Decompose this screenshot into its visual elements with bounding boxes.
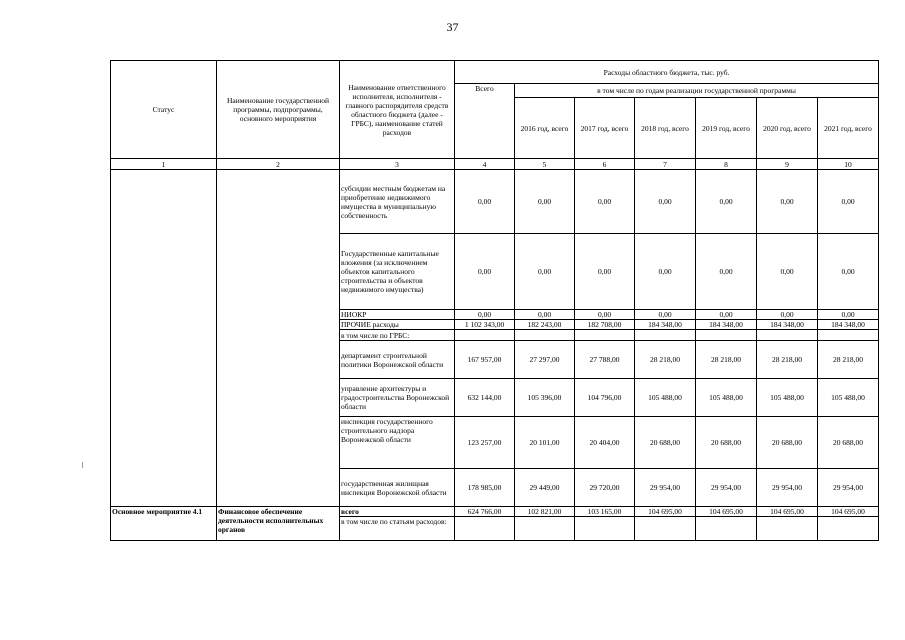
expense-item-name: ПРОЧИЕ расходы (340, 320, 455, 330)
margin-mark (82, 462, 84, 468)
expense-item-name: инспекция государственного строительного надзора Воронежской области (340, 417, 455, 469)
value-2016: 102 821,00 (515, 507, 575, 517)
table-row (111, 507, 879, 517)
header-expenses: Расходы областного бюджета, тыс. руб. (455, 61, 879, 84)
value-2016: 0,00 (515, 310, 575, 320)
value-2021: 20 688,00 (818, 417, 879, 469)
header-year: 2021 год, всего (818, 98, 879, 159)
value-2016 (515, 330, 575, 341)
value-total: 178 985,00 (455, 469, 515, 507)
value-2017: 182 708,00 (575, 320, 635, 330)
value-2017 (575, 330, 635, 341)
value-2018: 104 695,00 (635, 507, 696, 517)
header-program-name: Наименование государственной программы, подпрограммы, основного мероприятия (217, 61, 340, 159)
value-2019: 105 488,00 (696, 379, 757, 417)
value-2019: 29 954,00 (696, 469, 757, 507)
value-2017: 29 720,00 (575, 469, 635, 507)
value-2017: 0,00 (575, 234, 635, 310)
value-2021: 28 218,00 (818, 341, 879, 379)
header-status: Статус (111, 61, 217, 159)
header-executor: Наименование ответственного исполнителя, исполнителя - главного распорядителя средств областного бюджета (далее - ГРБС), наименование статей расходов (340, 61, 455, 159)
column-number: 1 (111, 159, 217, 170)
value-total: 123 257,00 (455, 417, 515, 469)
status-cell-empty (111, 170, 217, 507)
value-2020: 105 488,00 (757, 379, 818, 417)
header-year: 2020 год, всего (757, 98, 818, 159)
value-total: 0,00 (455, 234, 515, 310)
column-number: 3 (340, 159, 455, 170)
value-2021: 29 954,00 (818, 469, 879, 507)
value-2020: 0,00 (757, 170, 818, 234)
value-2020: 20 688,00 (757, 417, 818, 469)
expense-item-name: в том числе по ГРБС: (340, 330, 455, 341)
header-by-years: в том числе по годам реализации государственной программы (515, 84, 879, 98)
value-2016: 0,00 (515, 170, 575, 234)
value-2016: 20 101,00 (515, 417, 575, 469)
value-2020: 28 218,00 (757, 341, 818, 379)
value-2018: 0,00 (635, 170, 696, 234)
value-total: 0,00 (455, 170, 515, 234)
value-2016 (515, 517, 575, 541)
value-total: 624 766,00 (455, 507, 515, 517)
value-2020: 104 695,00 (757, 507, 818, 517)
value-2018: 28 218,00 (635, 341, 696, 379)
value-2019: 0,00 (696, 234, 757, 310)
value-2019: 184 348,00 (696, 320, 757, 330)
header-year: 2018 год, всего (635, 98, 696, 159)
value-2017: 20 404,00 (575, 417, 635, 469)
value-2021: 105 488,00 (818, 379, 879, 417)
value-2018 (635, 517, 696, 541)
column-number: 10 (818, 159, 879, 170)
expense-item-name: НИОКР (340, 310, 455, 320)
value-2016: 182 243,00 (515, 320, 575, 330)
value-total: 632 144,00 (455, 379, 515, 417)
value-2016: 105 396,00 (515, 379, 575, 417)
value-2020: 29 954,00 (757, 469, 818, 507)
expense-item-name: субсидии местным бюджетам на приобретение недвижимого имущества в муниципальную собственность (340, 170, 455, 234)
value-2019: 20 688,00 (696, 417, 757, 469)
value-2017: 0,00 (575, 170, 635, 234)
main-event-status: Основное мероприятие 4.1 (111, 507, 217, 541)
value-2021: 0,00 (818, 170, 879, 234)
column-number: 7 (635, 159, 696, 170)
header-year: 2019 год, всего (696, 98, 757, 159)
column-number: 9 (757, 159, 818, 170)
column-number: 4 (455, 159, 515, 170)
value-2020: 184 348,00 (757, 320, 818, 330)
value-2017 (575, 517, 635, 541)
value-2019: 28 218,00 (696, 341, 757, 379)
main-event-name: Финансовое обеспечение деятельности исполнительных органов (217, 507, 340, 541)
value-2019 (696, 330, 757, 341)
header-year: 2016 год, всего (515, 98, 575, 159)
value-2016: 29 449,00 (515, 469, 575, 507)
value-total (455, 517, 515, 541)
budget-table (110, 60, 879, 541)
value-2019 (696, 517, 757, 541)
value-2020: 0,00 (757, 310, 818, 320)
value-2018: 0,00 (635, 310, 696, 320)
value-2018: 105 488,00 (635, 379, 696, 417)
column-number: 2 (217, 159, 340, 170)
value-2017: 103 165,00 (575, 507, 635, 517)
expense-item-name: в том числе по статьям расходов: (340, 517, 455, 541)
value-2020 (757, 330, 818, 341)
value-2019: 104 695,00 (696, 507, 757, 517)
expense-item-name: всего (340, 507, 455, 517)
value-2019: 0,00 (696, 170, 757, 234)
expense-item-name: Государственные капитальные вложения (за исключением объектов капитального строительства и объектов недвижимого имущества) (340, 234, 455, 310)
value-total (455, 330, 515, 341)
value-2017: 0,00 (575, 310, 635, 320)
value-2019: 0,00 (696, 310, 757, 320)
value-2018: 0,00 (635, 234, 696, 310)
column-number-row (111, 159, 879, 170)
page-number: 37 (446, 20, 459, 34)
expense-item-name: государственная жилищная инспекция Воронежской области (340, 469, 455, 507)
value-2018 (635, 330, 696, 341)
value-2018: 184 348,00 (635, 320, 696, 330)
value-2016: 0,00 (515, 234, 575, 310)
value-2021 (818, 330, 879, 341)
expense-item-name: управление архитектуры и градостроительства Воронежской области (340, 379, 455, 417)
header-total: Всего (455, 84, 515, 159)
program-cell-empty (217, 170, 340, 507)
value-2018: 20 688,00 (635, 417, 696, 469)
value-2018: 29 954,00 (635, 469, 696, 507)
expense-item-name: департамент строительной политики Воронежской области (340, 341, 455, 379)
value-2021: 0,00 (818, 310, 879, 320)
value-2021 (818, 517, 879, 541)
column-number: 5 (515, 159, 575, 170)
value-2017: 27 788,00 (575, 341, 635, 379)
value-total: 1 102 343,00 (455, 320, 515, 330)
column-number: 6 (575, 159, 635, 170)
value-2021: 0,00 (818, 234, 879, 310)
value-2021: 104 695,00 (818, 507, 879, 517)
value-2020: 0,00 (757, 234, 818, 310)
value-total: 0,00 (455, 310, 515, 320)
value-2020 (757, 517, 818, 541)
column-number: 8 (696, 159, 757, 170)
value-2016: 27 297,00 (515, 341, 575, 379)
table-row (111, 170, 879, 234)
value-2017: 104 796,00 (575, 379, 635, 417)
header-year: 2017 год, всего (575, 98, 635, 159)
value-2021: 184 348,00 (818, 320, 879, 330)
value-total: 167 957,00 (455, 341, 515, 379)
